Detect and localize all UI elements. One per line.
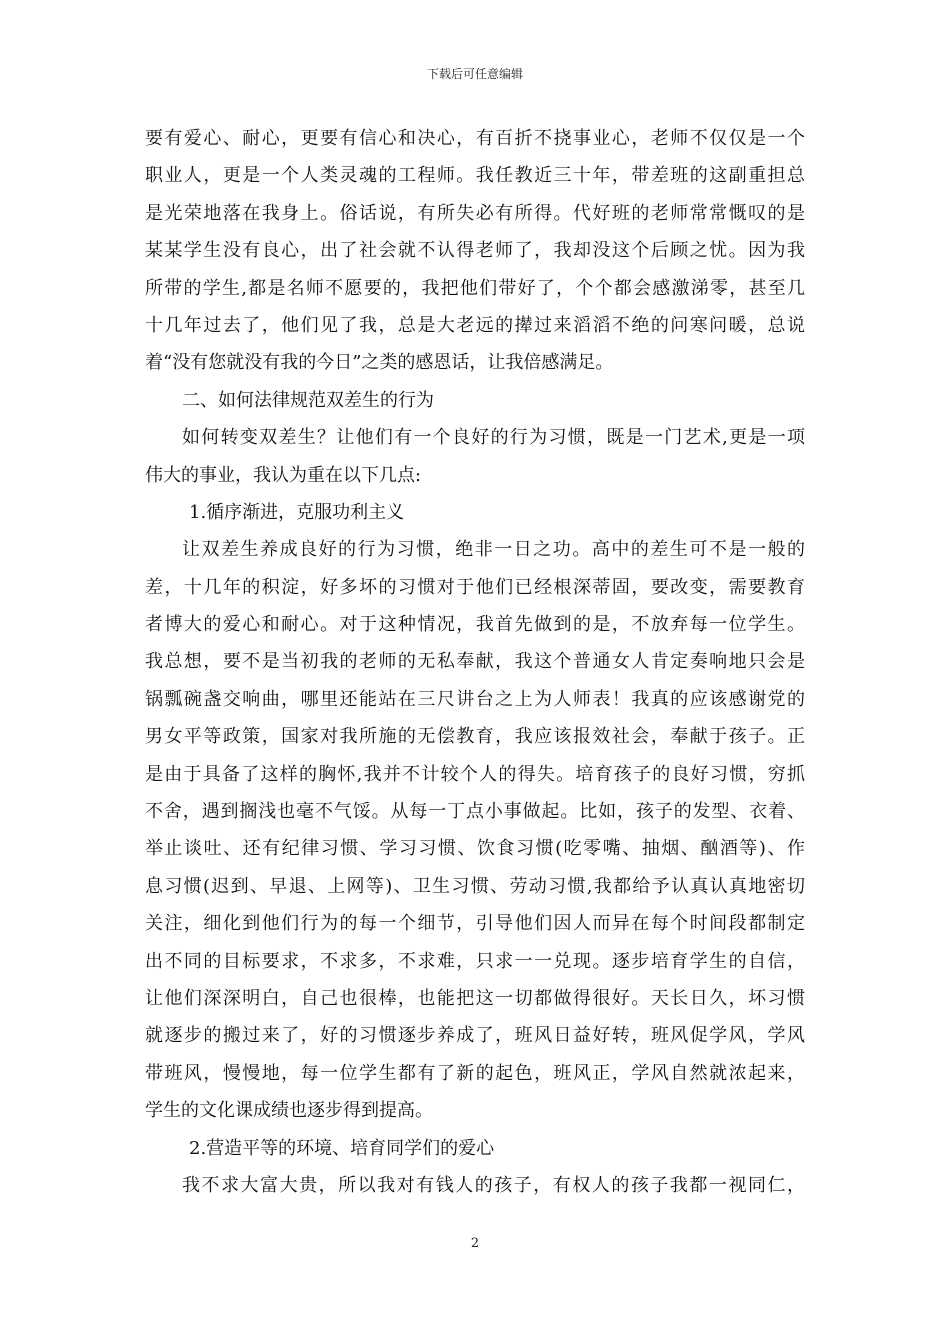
subsection-heading: 1.循序渐进，克服功利主义	[189, 501, 405, 523]
text-line: 我总想，要不是当初我的老师的无私奉献，我这个普通女人肯定奏响地只会是	[145, 651, 805, 673]
text-line: 要有爱心、耐心，更要有信心和决心，有百折不挠事业心，老师不仅仅是一个	[145, 128, 805, 149]
text-line: 我不求大富大贵，所以我对有钱人的孩子，有权人的孩子我都一视同仁，	[182, 1174, 805, 1196]
text-line: 伟大的事业，我认为重在以下几点:	[145, 464, 422, 486]
text-line: 着“没有您就没有我的今日”之类的感恩话，让我倍感满足。	[145, 352, 614, 374]
page-header: 下载后可任意编辑	[426, 67, 523, 81]
text-line: 是光荣地落在我身上。俗话说，有所失必有所得。代好班的老师常常慨叹的是	[145, 202, 805, 224]
text-line: 带班风，慢慢地，每一位学生都有了新的起色，班风正，学风自然就浓起来，	[145, 1062, 805, 1084]
text-line: 不舍，遇到搁浅也毫不气馁。从每一丁点小事做起。比如，孩子的发型、衣着、	[145, 801, 805, 823]
subsection-heading: 2.营造平等的环境、培育同学们的爱心	[189, 1137, 495, 1159]
text-line: 差，十几年的积淀，好多坏的习惯对于他们已经根深蒂固，要改变，需要教育	[145, 576, 805, 598]
body-text	[145, 120, 805, 1204]
text-line: 举止谈吐、还有纪律习惯、学习习惯、饮食习惯(吃零嘴、抽烟、酗酒等)、作	[145, 838, 805, 860]
text-line: 职业人，更是一个人类灵魂的工程师。我任教近三十年，带差班的这副重担总	[145, 165, 805, 187]
text-line: 是由于具备了这样的胸怀,我并不计较个人的得失。培育孩子的良好习惯，穷抓	[145, 763, 805, 785]
text-line: 就逐步的搬过来了，好的习惯逐步养成了，班风日益好转，班风促学风，学风	[145, 1025, 805, 1047]
text-line: 锅瓢碗盏交响曲，哪里还能站在三尺讲台之上为人师表！我真的应该感谢党的	[145, 688, 805, 710]
text-line: 所带的学生,都是名师不愿要的，我把他们带好了，个个都会感激涕零，甚至几	[145, 277, 805, 299]
text-line: 某某学生没有良心，出了社会就不认得老师了，我却没这个后顾之忧。因为我	[145, 240, 805, 262]
text-line: 如何转变双差生？让他们有一个良好的行为习惯，既是一门艺术,更是一项	[182, 427, 805, 449]
page-number: 2	[470, 1236, 480, 1251]
text-line: 让双差生养成良好的行为习惯，绝非一日之功。高中的差生可不是一般的	[182, 539, 805, 561]
text-line: 者博大的爱心和耐心。对于这种情况，我首先做到的是，不放弃每一位学生。	[145, 614, 805, 636]
section-heading: 二、如何法律规范双差生的行为	[182, 389, 434, 411]
text-line: 十几年过去了，他们见了我，总是大老远的撵过来滔滔不绝的问寒问暖，总说	[145, 314, 805, 336]
text-line: 让他们深深明白，自己也很棒，也能把这一切都做得很好。天长日久，坏习惯	[145, 987, 805, 1009]
text-line: 出不同的目标要求，不求多，不求难，只求一一兑现。逐步培育学生的自信，	[145, 950, 805, 972]
text-line: 息习惯(迟到、早退、上网等)、卫生习惯、劳动习惯,我都给予认真认真地密切	[145, 875, 805, 897]
text-line: 男女平等政策，国家对我所施的无偿教育，我应该报效社会，奉献于孩子。正	[145, 726, 805, 748]
text-line: 关注，细化到他们行为的每一个细节，引导他们因人而异在每个时间段都制定	[145, 913, 805, 935]
text-line: 学生的文化课成绩也逐步得到提高。	[145, 1100, 433, 1122]
